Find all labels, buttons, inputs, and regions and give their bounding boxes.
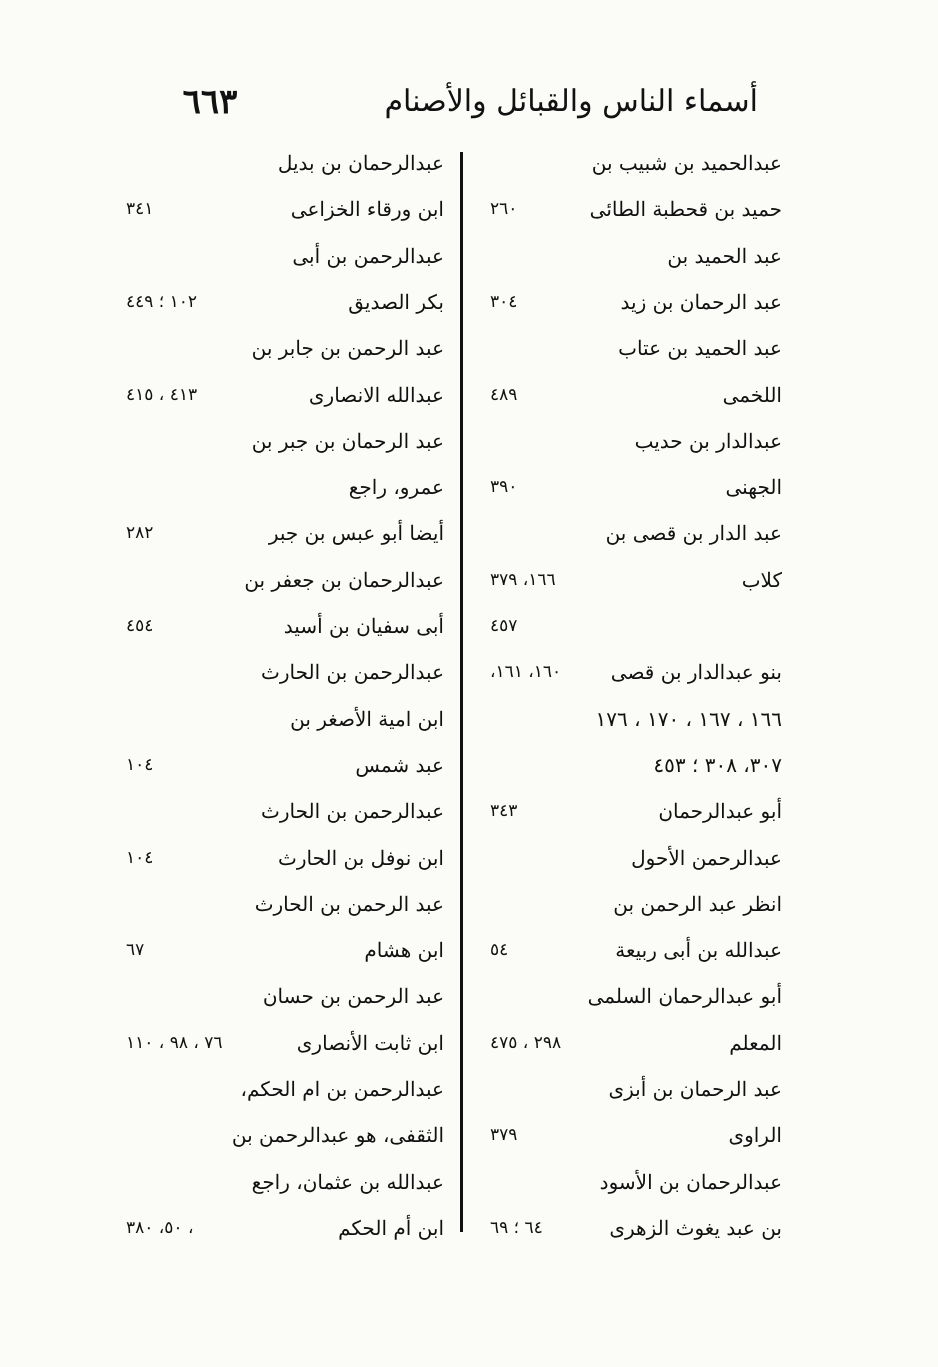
index-entry [470,421,790,461]
entry-name: بنو عبدالدار بن قصى [610,660,782,684]
index-entry [470,606,790,646]
index-entry [120,282,450,322]
index-entry [120,421,450,461]
index-entry [120,328,450,368]
index-entry [120,560,450,600]
entry-name: أبو عبدالرحمان [658,799,782,823]
entry-name: عبدالله بن أبى ربيعة [615,938,782,962]
entry-name: الراوى [728,1123,782,1147]
index-entry [120,1162,450,1202]
index-entry [120,745,450,785]
entry-name: بن عبد يغوث الزهرى [609,1216,782,1240]
entry-name: عبد الرحمان بن أبزى [608,1077,782,1101]
index-entry [120,513,450,553]
index-entry [470,699,790,739]
entry-pages: ٢٩٨ ، ٤٧٥ [490,1033,562,1053]
entry-name: عبدالله بن عثمان، راجع [251,1170,444,1194]
index-entry [120,1115,450,1155]
entry-name: عبد الرحمان بن جبر بن [251,429,444,453]
entry-name: المعلم [729,1031,782,1055]
index-entry [470,884,790,924]
entry-pages: ٣٠٤ [490,292,518,312]
index-entry [470,236,790,276]
index-entry [470,1208,790,1248]
entry-name: حميد بن قحطبة الطائى [589,197,782,221]
entry-name: ابن هشام [364,938,444,962]
entry-name: عبد الحميد بن [667,244,782,268]
entry-pages: ١٠٤ [126,848,154,868]
entry-pages: ٦٤ ؛ ٦٩ [490,1218,543,1238]
entry-pages: ، ٥٠، ٣٨٠ [126,1218,194,1238]
index-entry [120,884,450,924]
entry-pages: ٣٤٣ [490,801,518,821]
index-entry [470,838,790,878]
index-entry [470,652,790,692]
entry-pages: ١٠٢ ؛ ٤٤٩ [126,292,198,312]
index-entry [120,189,450,229]
index-entry [120,606,450,646]
index-entry [470,976,790,1016]
entry-pages: ٦٧ [126,940,145,960]
index-entry [120,1023,450,1063]
index-entry [120,791,450,831]
index-entry [120,375,450,415]
index-entry [120,1208,450,1248]
index-entry [470,282,790,322]
entry-pages: ٧٦ ، ٩٨ ، ١١٠ [126,1033,223,1053]
entry-pages: ١٦٦، ٣٧٩ [490,570,556,590]
entry-pages: ٢٦٠ [490,199,518,219]
entry-name: أبى سفيان بن أسيد [283,614,444,638]
entry-name: بكر الصديق [348,290,444,314]
entry-name: عبد الحميد بن عتاب [618,336,782,360]
index-entry [470,467,790,507]
index-entry [470,930,790,970]
entry-name: اللخمى [722,383,782,407]
entry-name: أيضا أبو عبس بن جبر [268,521,444,545]
index-entry [470,1069,790,1109]
index-entry [470,560,790,600]
entry-pages: ٤٥٤ [126,616,154,636]
entry-name: الثقفى، هو عبدالرحمن بن [231,1123,444,1147]
entry-pages: ١٦٠، ١٦١، [490,662,562,682]
entry-name: ابن ورقاء الخزاعى [290,197,444,221]
index-entry [470,375,790,415]
index-entry [120,236,450,276]
entry-pages: ٣٤١ [126,199,154,219]
entry-name: عبدالرحمن بن الحارث [261,799,444,823]
entry-name: ابن أم الحكم [338,1216,444,1240]
index-entry [470,1162,790,1202]
index-entry [120,699,450,739]
entry-name: عبد الرحمان بن زيد [620,290,782,314]
index-entry [120,976,450,1016]
entry-name: ابن امية الأصغر بن [290,707,444,731]
entry-name: ابن ثابت الأنصارى [296,1031,444,1055]
entry-pages: ٤٥٧ [490,616,518,636]
index-entry [470,745,790,785]
entry-name: ١٦٦ ، ١٦٧ ، ١٧٠ ، ١٧٦ [595,707,782,731]
index-entry [470,1115,790,1155]
entry-name: عبدالرحمن بن الحارث [261,660,444,684]
index-entry [120,930,450,970]
entry-name: عبدالرحمان بن بديل [277,151,444,175]
entry-name: عبدالله الانصارى [308,383,444,407]
page-number: ٦٦٣ [182,82,238,122]
index-entry [120,838,450,878]
entry-name: عمرو، راجع [348,475,444,499]
entry-name: عبدالرحمان بن الأسود [599,1170,782,1194]
index-entry [470,143,790,183]
entry-pages: ٥٤ [490,940,509,960]
index-entry [470,513,790,553]
entry-name: انظر عبد الرحمن بن [613,892,782,916]
index-entry [120,467,450,507]
entry-name: عبدالرحمن بن ام الحكم، [240,1077,444,1101]
entry-name: عبدالحميد بن شبيب بن [591,151,782,175]
entry-pages: ٢٨٢ [126,523,154,543]
entry-pages: ٣٧٩ [490,1125,518,1145]
column-divider [460,152,463,1232]
entry-name: عبدالرحمان بن جعفر بن [244,568,444,592]
index-entry [120,1069,450,1109]
entry-name: عبدالدار بن حديب [634,429,782,453]
entry-name: الجهنى [725,475,782,499]
entry-name: عبد شمس [355,753,444,777]
entry-name: ٣٠٧، ٣٠٨ ؛ ٤٥٣ [653,753,782,777]
index-entry [120,143,450,183]
entry-pages: ٣٩٠ [490,477,518,497]
entry-pages: ٤١٣ ، ٤١٥ [126,385,198,405]
index-entry [470,328,790,368]
entry-name: عبد الرحمن بن حسان [262,984,444,1008]
entry-name: عبد الرحمن بن الحارث [254,892,444,916]
index-entry [470,791,790,831]
entry-name: أبو عبدالرحمان السلمى [587,984,782,1008]
entry-name: كلاب [741,568,782,592]
entry-name: ابن نوفل بن الحارث [278,846,444,870]
index-entry [470,1023,790,1063]
entry-pages: ٤٨٩ [490,385,518,405]
entry-name: عبدالرحمن بن أبى [292,244,444,268]
entry-name: عبد الرحمن بن جابر بن [251,336,444,360]
entry-pages: ١٠٤ [126,755,154,775]
running-header-title: أسماء الناس والقبائل والأصنام [384,84,758,119]
entry-name: عبد الدار بن قصى بن [605,521,782,545]
index-entry [470,189,790,229]
entry-name: عبدالرحمن الأحول [631,846,782,870]
index-entry [120,652,450,692]
